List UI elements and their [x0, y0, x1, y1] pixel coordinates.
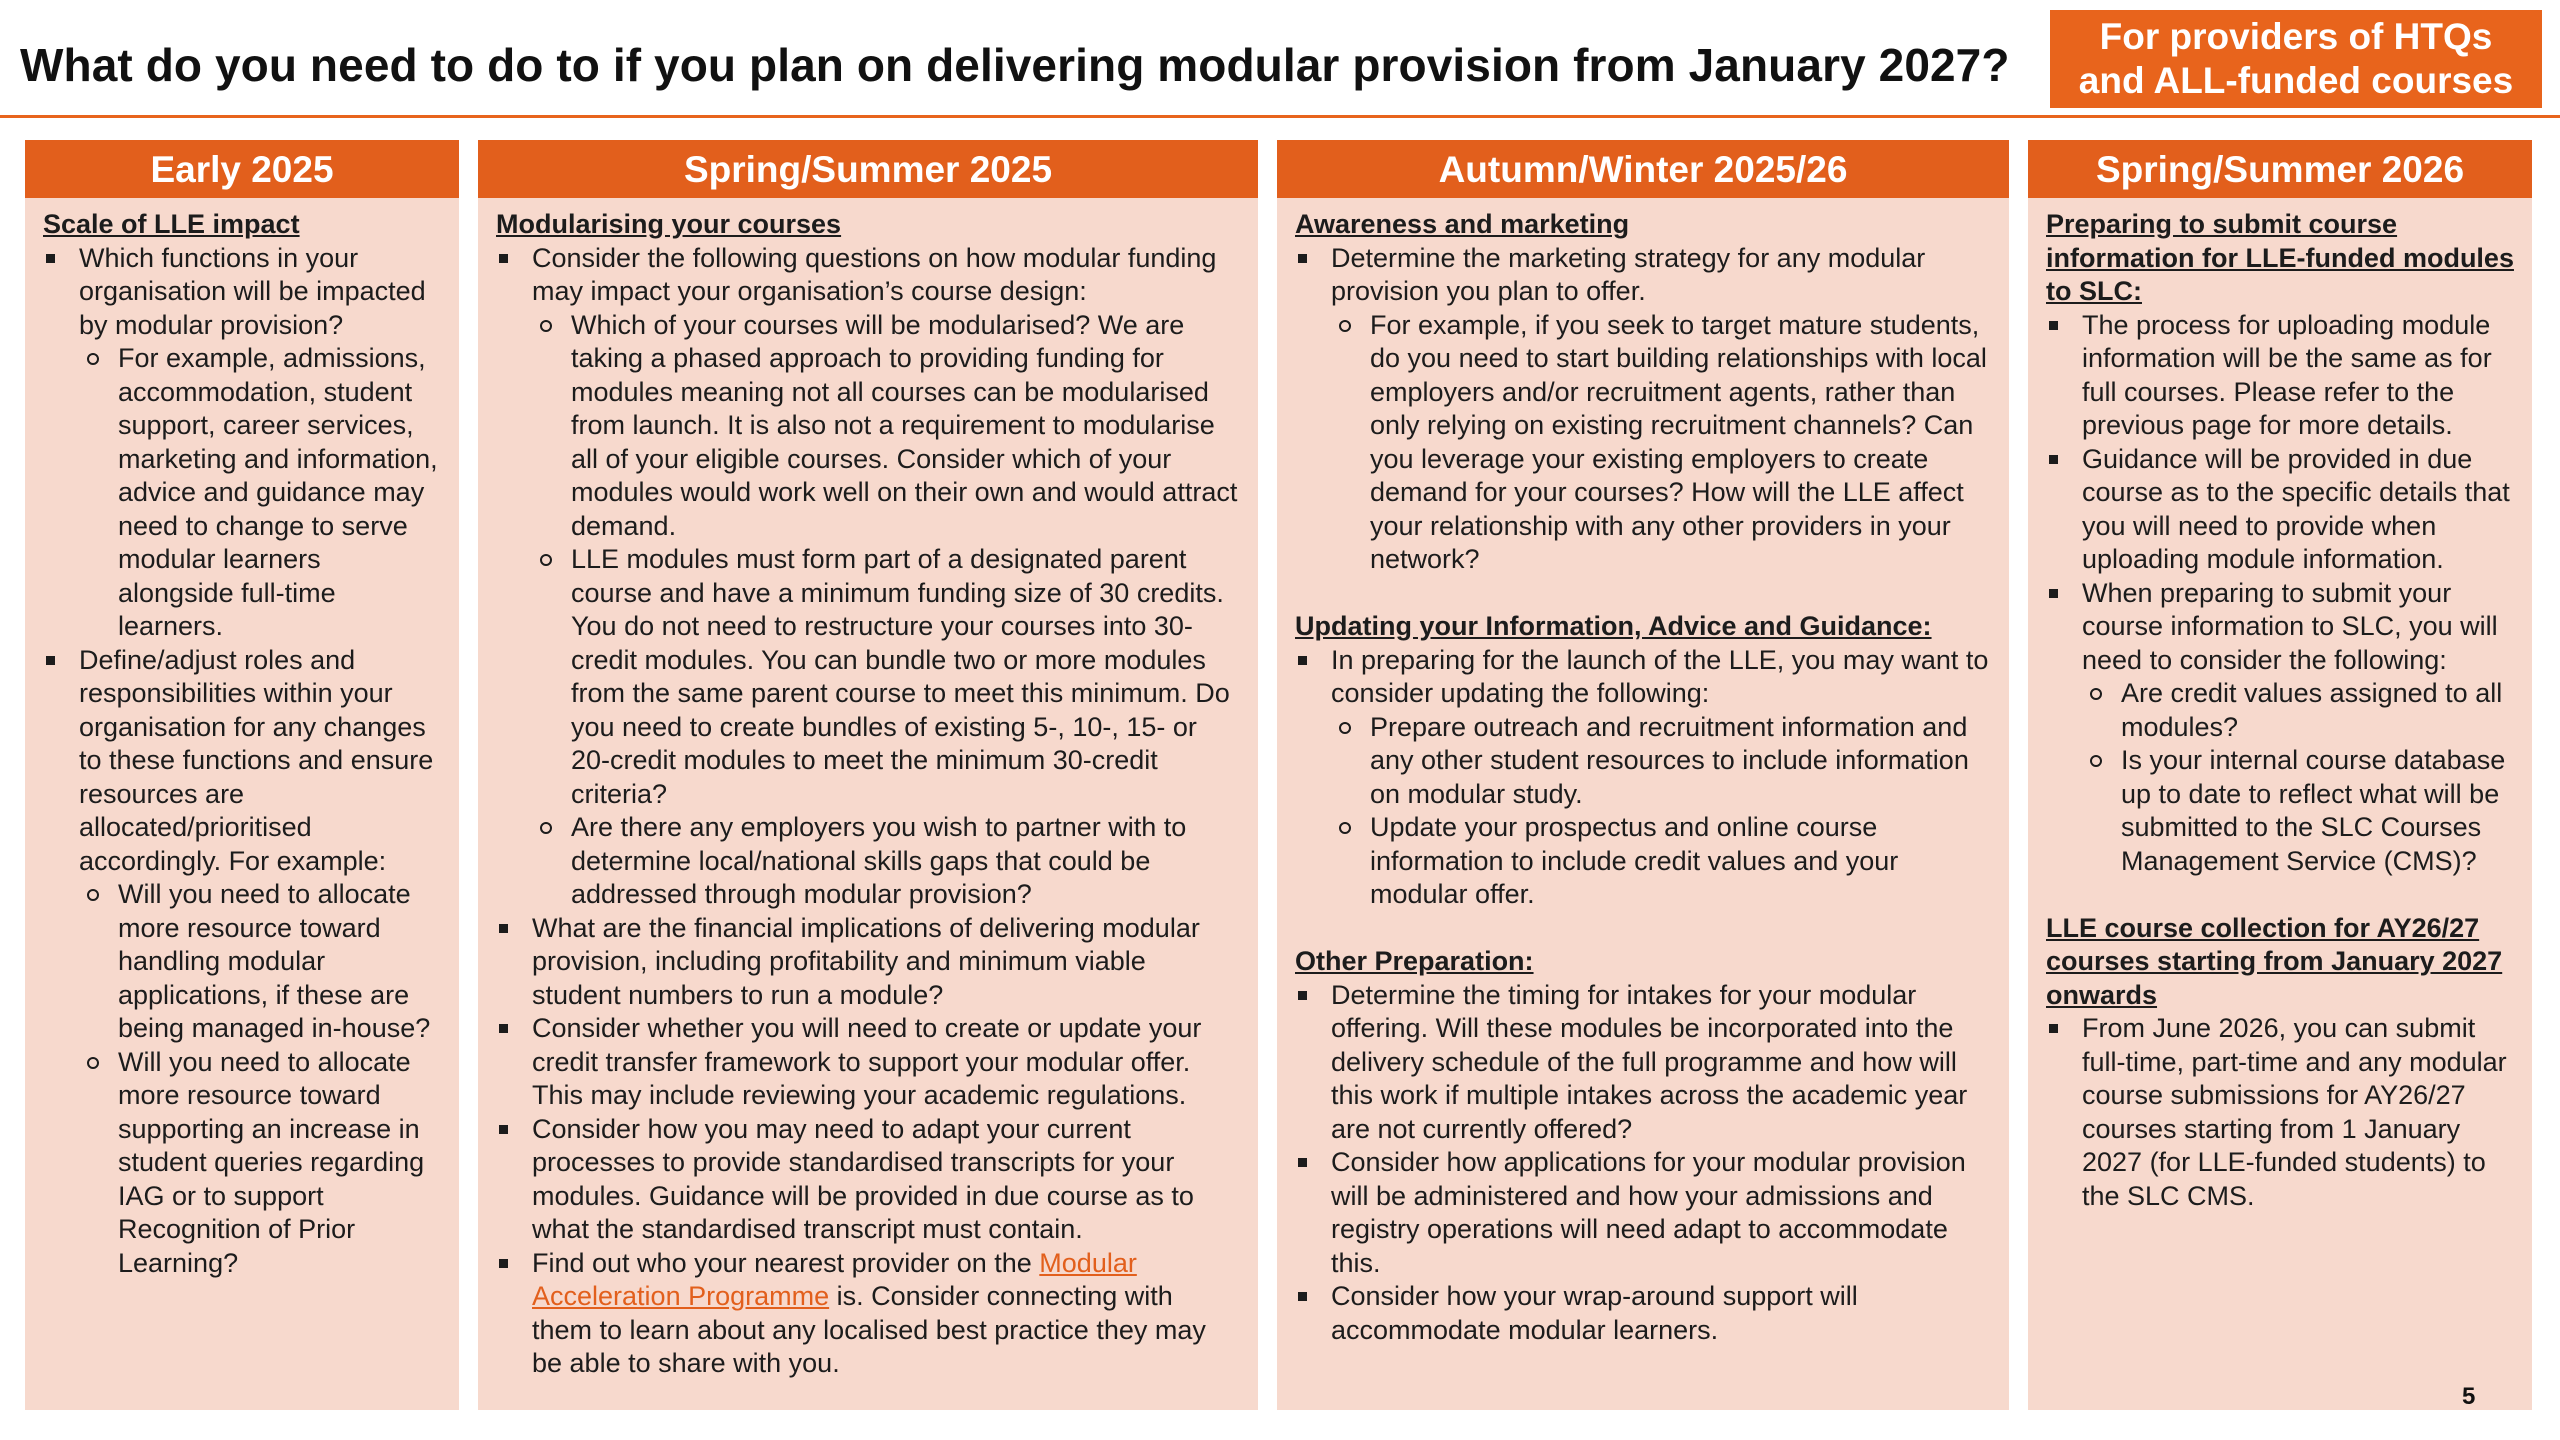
column-heading: Spring/Summer 2025	[478, 140, 1258, 198]
list-item-text: In preparing for the launch of the LLE, you may want to consider updating the following:	[1331, 644, 1989, 708]
list-item-text: Define/adjust roles and responsibilities within your organisation for any changes to these functions and ensure resources are allocated/prioritised accordingly. For example:	[79, 644, 434, 876]
list-item-text-before-link: Find out who your nearest provider on the	[532, 1247, 1040, 1278]
timeline-column-spring-summer-2025	[478, 140, 1258, 1410]
timeline-column-spring-summer-2026	[2028, 140, 2532, 1410]
sub-list-item: Prepare outreach and recruitment information and any other student resources to include information on modular study.	[1370, 711, 1991, 812]
sub-list-item: Are there any employers you wish to partner with to determine local/national skills gaps that could be addressed through modular provision?	[571, 811, 1240, 912]
list-item	[2082, 577, 2514, 879]
sub-list-item: For example, admissions, accommodation, student support, career services, marketing and information, advice and guidance may need to change to serve modular learners alongside full-time learners.	[118, 342, 441, 644]
sub-bullet-list	[79, 878, 441, 1280]
column-heading: Early 2025	[25, 140, 459, 198]
list-item: Consider how you may need to adapt your current processes to provide standardised transcripts for your modules. Guidance will be provided in due course as to what the standardised transcript must contain.	[532, 1113, 1240, 1247]
list-item-text: Consider the following questions on how modular funding may impact your organisation’s course design:	[532, 242, 1217, 306]
bullet-list	[1295, 644, 1991, 912]
list-item: Determine the timing for intakes for your modular offering. Will these modules be incorporated into the delivery schedule of the full programme and how will this work if multiple intakes across the academic year are not currently offered?	[1331, 979, 1991, 1147]
section-heading: Preparing to submit course information for LLE-funded modules to SLC:	[2046, 209, 2514, 306]
list-item: The process for uploading module information will be the same as for full courses. Please refer to the previous page for more details.	[2082, 309, 2514, 443]
list-item-text-after-link: is. Consider connecting with them to learn about any localised best practice they may be able to share with you.	[532, 1281, 1206, 1378]
list-item: What are the financial implications of delivering modular provision, including profitability and minimum viable student numbers to run a module?	[532, 912, 1240, 1013]
list-item: Consider how applications for your modular provision will be administered and how your admissions and registry operations will need adapt to accommodate this.	[1331, 1146, 1991, 1280]
list-item: Consider how your wrap-around support will accommodate modular learners.	[1331, 1280, 1991, 1347]
section-heading: Modularising your courses	[496, 209, 842, 239]
section-heading: LLE course collection for AY26/27 courses starting from January 2027 onwards	[2046, 912, 2503, 1010]
sub-bullet-list	[1331, 711, 1991, 912]
page-title: What do you need to do to if you plan on delivering modular provision from January 2027?	[20, 39, 2010, 91]
sub-list-item: For example, if you seek to target mature students, do you need to start building relationships with local employers and/or recruitment agents, rather than only relying on existing recruitment channels? Can you leverage your existing employers to create demand for your courses? How will the LLE affect your relationship with any other providers in your network?	[1370, 309, 1991, 577]
list-item: From June 2026, you can submit full-time, part-time and any modular course submissions for AY26/27 courses starting from 1 January 2027 (for LLE-funded students) to the SLC CMS.	[2082, 1012, 2514, 1213]
timeline-column-early-2025	[25, 140, 459, 1410]
column-body	[478, 198, 1258, 1381]
audience-badge-line-1: For providers of HTQs	[2099, 16, 2493, 57]
list-item: Guidance will be provided in due course as to the specific details that you will need to provide when uploading module information.	[2082, 443, 2514, 577]
sub-bullet-list	[2082, 677, 2514, 878]
sub-bullet-list	[79, 342, 441, 644]
title-divider	[0, 115, 2560, 118]
bullet-list	[496, 242, 1240, 1381]
section-heading: Other Preparation:	[1295, 946, 1534, 976]
column-body	[25, 198, 459, 1280]
bullet-list	[43, 242, 441, 1281]
sub-list-item: Will you need to allocate more resource toward handling modular applications, if these are being managed in-house?	[118, 878, 441, 1046]
list-item-text: Which functions in your organisation will be impacted by modular provision?	[79, 242, 426, 340]
column-body	[1277, 198, 2009, 1347]
modular-acceleration-programme-link[interactable]: Modular Acceleration Programme	[532, 1247, 1137, 1311]
page-number: 5	[2462, 1383, 2476, 1410]
section-heading: Updating your Information, Advice and Guidance:	[1295, 611, 1932, 641]
sub-list-item: LLE modules must form part of a designated parent course and have a minimum funding size of 30 credits. You do not need to restructure your courses into 30-credit modules. You can bundle two or more modules from the same parent course to meet this minimum. Do you need to create bundles of existing 5-, 10-, 15- or 20-credit modules to meet the minimum 30-credit criteria?	[571, 543, 1240, 811]
timeline-column-autumn-winter-2025-26	[1277, 140, 2009, 1410]
section-heading: Scale of LLE impact	[43, 209, 300, 239]
bullet-list	[1295, 242, 1991, 577]
column-heading: Autumn/Winter 2025/26	[1277, 140, 2009, 198]
audience-badge-line-2: and ALL-funded courses	[2078, 60, 2514, 101]
sub-list-item: Is your internal course database up to date to reflect what will be submitted to the SLC Courses Management Service (CMS)?	[2121, 744, 2514, 878]
list-item-text: Determine the marketing strategy for any modular provision you plan to offer.	[1331, 242, 1926, 306]
section-spacer	[1295, 577, 1991, 611]
list-item	[1331, 242, 1991, 577]
audience-badge	[2050, 10, 2542, 108]
bullet-list	[2046, 1012, 2514, 1213]
list-item-text: When preparing to submit your course information to SLC, you will need to consider the following:	[2082, 577, 2498, 675]
bullet-list	[2046, 309, 2514, 879]
bullet-list	[1295, 979, 1991, 1348]
list-item	[79, 242, 441, 644]
sub-bullet-list	[1331, 309, 1991, 577]
sub-bullet-list	[532, 309, 1240, 912]
column-heading: Spring/Summer 2026	[2028, 140, 2532, 198]
section-spacer	[1295, 912, 1991, 946]
list-item	[532, 1247, 1240, 1381]
list-item	[532, 242, 1240, 912]
sub-list-item: Will you need to allocate more resource toward supporting an increase in student queries regarding IAG or to support Recognition of Prior Learning?	[118, 1046, 441, 1281]
sub-list-item: Which of your courses will be modularised? We are taking a phased approach to providing funding for modules meaning not all courses can be modularised from launch. It is also not a requirement to modularise all of your eligible courses. Consider which of your modules would work well on their own and would attract demand.	[571, 309, 1240, 544]
list-item: Consider whether you will need to create or update your credit transfer framework to support your modular offer. This may include reviewing your academic regulations.	[532, 1012, 1240, 1113]
section-spacer	[2046, 878, 2514, 912]
list-item	[1331, 644, 1991, 912]
column-body	[2028, 198, 2532, 1213]
list-item	[79, 644, 441, 1281]
sub-list-item: Are credit values assigned to all modules?	[2121, 677, 2514, 744]
sub-list-item: Update your prospectus and online course information to include credit values and your modular offer.	[1370, 811, 1991, 912]
section-heading: Awareness and marketing	[1295, 209, 1630, 239]
